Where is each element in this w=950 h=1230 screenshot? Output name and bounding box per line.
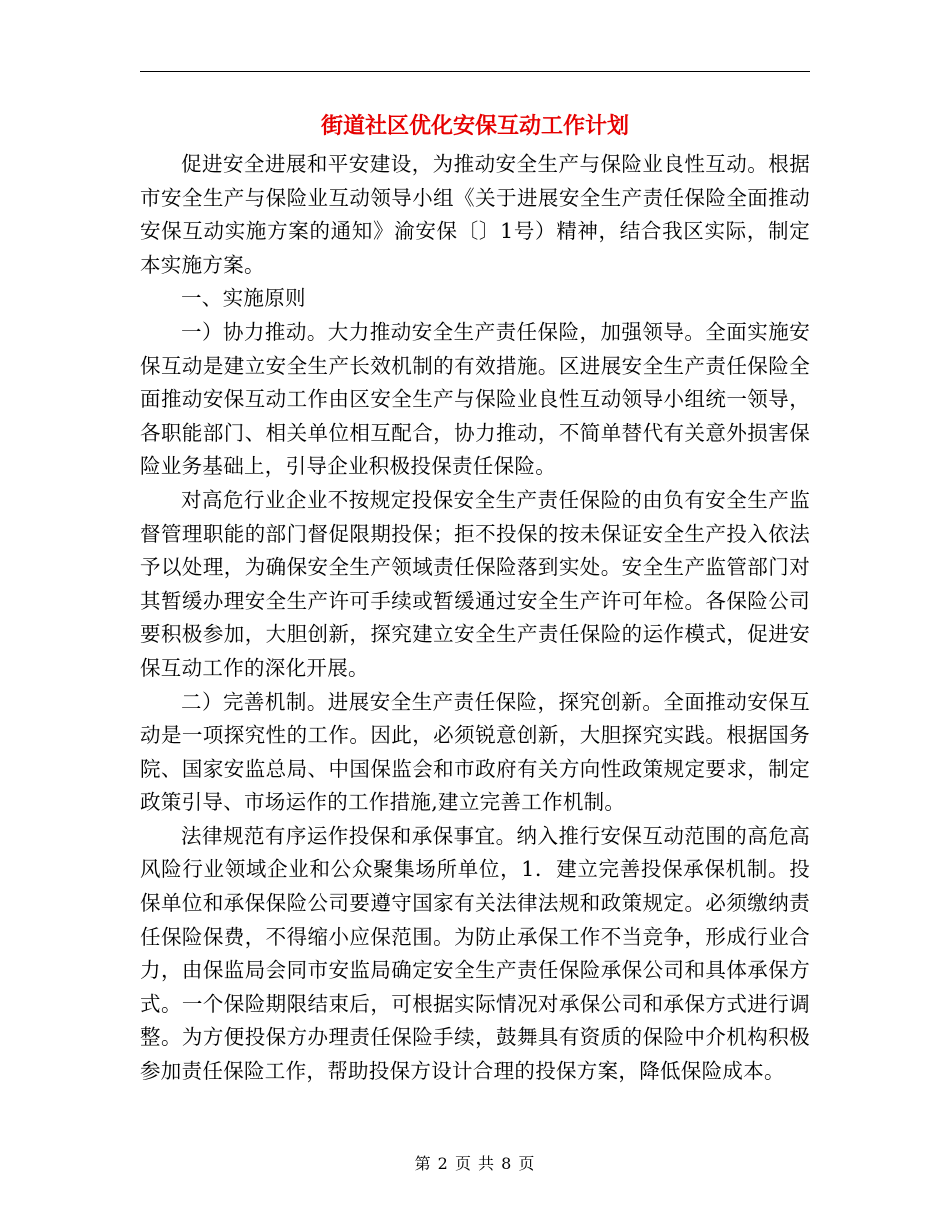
paragraph-joint-promotion: 一）协力推动。大力推动安全生产责任保险，加强领导。全面实施安保互动是建立安全生产长效机制的有效措施。区进展安全生产责任保险全面推动安保互动工作由区安全生产与保险业良性互动领导小组统一领导，各职能部门、相关单位相互配合，协力推动，不简单替代有关意外损害保险业务基础上，引导企业积极投保责任保险。	[140, 319, 810, 479]
section-heading-principles: 一、实施原则	[181, 286, 306, 311]
paragraph-insurance-operation: 法律规范有序运作投保和承保事宜。纳入推行安保互动范围的高危高风险行业领域企业和公众聚集场所单位，1．建立完善投保承保机制。投保单位和承保保险公司要遵守国家有关法律法规和政策规定。必须缴纳责任保险保费，不得缩小应保范围。为防止承保工作不当竞争，形成行业合力，由保监局会同市安监局确定安全生产责任保险承保公司和具体承保方式。一个保险期限结束后，可根据实际情况对承保公司和承保方式进行调整。为方便投保方办理责任保险手续，鼓舞具有资质的保险中介机构积极参加责任保险工作，帮助投保方设计合理的投保方案，降低保险成本。	[140, 823, 810, 1084]
document-title: 街道社区优化安保互动工作计划	[320, 113, 629, 139]
document-body	[140, 148, 810, 1089]
paragraph-improve-mechanism: 二）完善机制。进展安全生产责任保险，探究创新。全面推动安保互动是一项探究性的工作。因此，必须锐意创新，大胆探究实践。根据国务院、国家安监总局、中国保监会和市政府有关方向性政策规定要求，制定政策引导、市场运作的工作措施,建立完善工作机制。	[140, 689, 810, 815]
page-number-footer: 第 2 页 共 8 页	[414, 1154, 536, 1173]
paragraph-high-risk-enterprises: 对高危行业企业不按规定投保安全生产责任保险的由负有安全生产监督管理职能的部门督促限期投保；拒不投保的按未保证安全生产投入依法予以处理，为确保安全生产领域责任保险落到实处。安全生产监管部门对其暂缓办理安全生产许可手续或暂缓通过安全生产许可年检。各保险公司要积极参加，大胆创新，探究建立安全生产责任保险的运作模式，促进安保互动工作的深化开展。	[140, 487, 810, 680]
paragraph-intro: 促进安全进展和平安建设，为推动安全生产与保险业良性互动。根据市安全生产与保险业互动领导小组《关于进展安全生产责任保险全面推动安保互动实施方案的通知》渝安保〔〕1号）精神，结合我区实际，制定本实施方案。	[140, 152, 810, 277]
header-rule	[140, 71, 810, 72]
